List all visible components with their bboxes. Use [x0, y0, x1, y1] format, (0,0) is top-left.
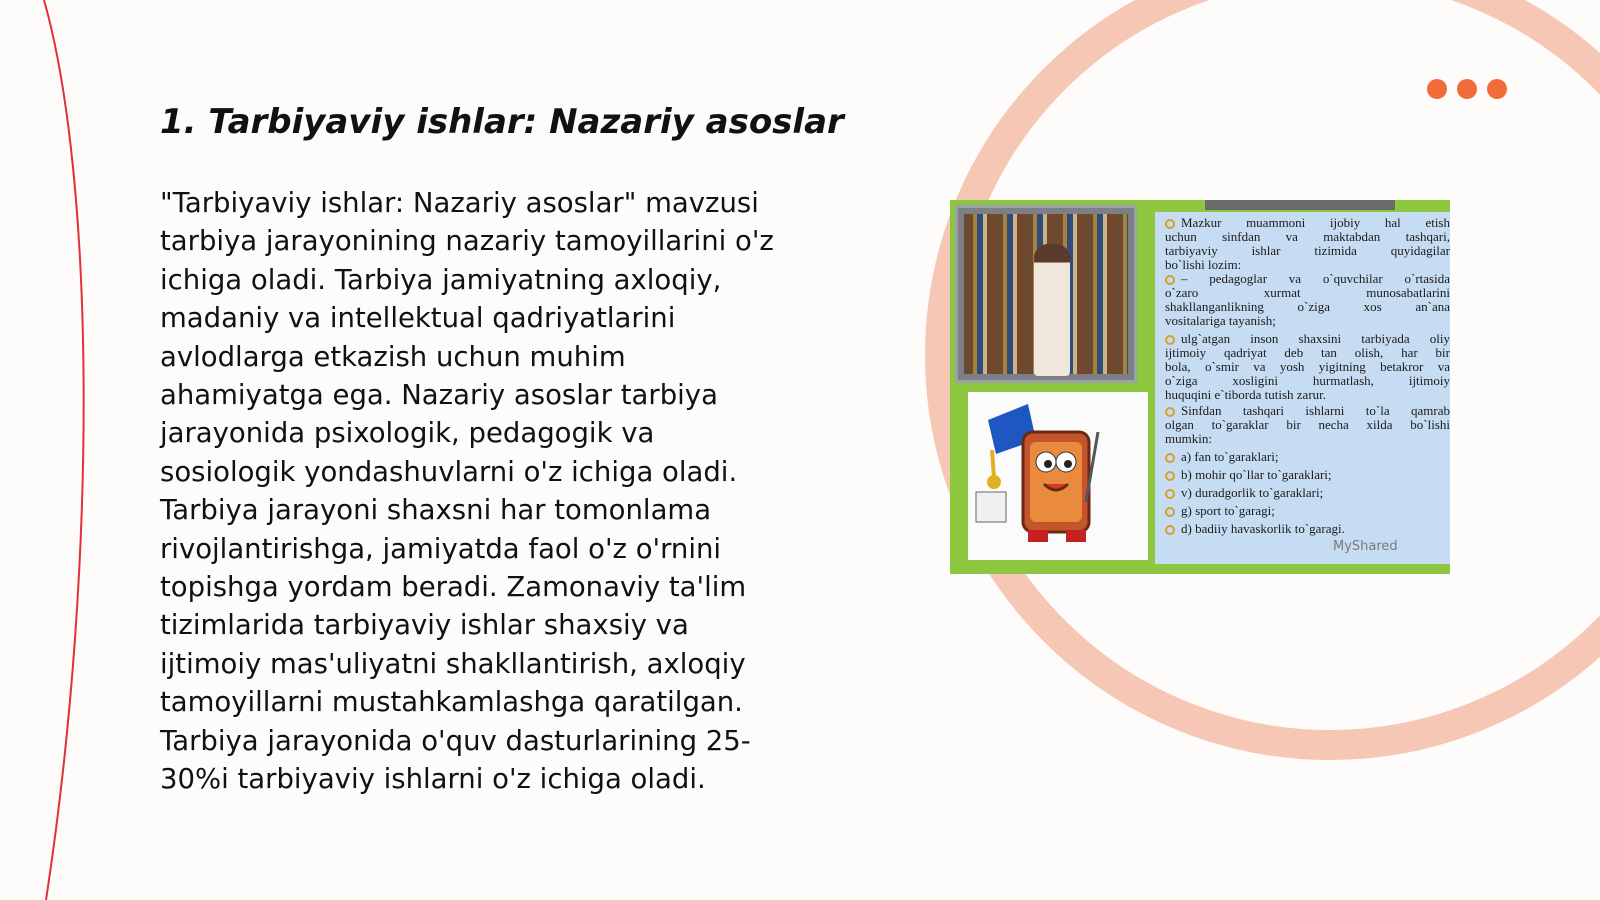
body-text-line: ijtimoiy mas'uliyatni shakllantirish, axloqiy	[160, 647, 746, 680]
image-text-line	[1165, 332, 1450, 346]
dot	[1427, 79, 1447, 99]
body-text-line: avlodlarga etkazish uchun muhim	[160, 340, 626, 373]
image-text: bola, o`smir va yosh yigitning betakror va	[1165, 359, 1450, 374]
image-text: b) mohir qo`llar to`garaklari;	[1181, 467, 1332, 482]
image-text: v) duradgorlik to`garaklari;	[1181, 485, 1324, 500]
bullet-icon	[1165, 335, 1175, 345]
image-text: o`zaro xurmat munosabatlarini	[1165, 285, 1450, 300]
body-text-line: ahamiyatga ega. Nazariy asoslar tarbiya	[160, 379, 718, 412]
image-text-line	[1165, 300, 1450, 314]
image-text: d) badiiy havaskorlik to`garagi.	[1181, 521, 1345, 536]
bullet-icon	[1165, 507, 1175, 517]
bullet-icon	[1165, 525, 1175, 535]
image-text: a) fan to`garaklari;	[1181, 449, 1279, 464]
image-text-line	[1165, 360, 1450, 374]
menu-dots	[1427, 79, 1507, 99]
person-figure	[1034, 244, 1070, 376]
image-text: Mazkur muammoni ijobiy hal etish	[1181, 215, 1450, 230]
image-text-line	[1165, 504, 1450, 518]
image-text: shakllanganlikning o`ziga xos an`ana	[1165, 299, 1450, 314]
image-text-line	[1165, 468, 1450, 482]
body-text-line: Tarbiya jarayoni shaxsni har tomonlama	[160, 494, 712, 527]
library-photo	[955, 205, 1137, 383]
body-text-line: rivojlantirishga, jamiyatda faol o'z o'rnini	[160, 532, 722, 565]
body-text-line: ichiga oladi. Tarbiya jamiyatning axloqiy,	[160, 263, 722, 296]
image-text-line	[1165, 286, 1450, 300]
body-text-line: "Tarbiyaviy ishlar: Nazariy asoslar" mavzusi	[160, 187, 759, 219]
image-text: Sinfdan tashqari ishlarni to`la qamrab	[1181, 403, 1450, 418]
image-text: – pedagoglar va o`quvchilar o`rtasida	[1181, 271, 1450, 286]
body-text-line: tarbiya jarayonining nazariy tamoyillarini o'z	[160, 225, 774, 258]
image-text-line	[1165, 404, 1450, 418]
bullet-icon	[1165, 275, 1175, 285]
image-text: ijtimoiy qadriyat deb tan olish, har bir	[1165, 345, 1450, 360]
image-text: mumkin:	[1165, 431, 1212, 446]
body-text-line: madaniy va intellektual qadriyatlarini	[160, 302, 676, 335]
image-text-line	[1165, 486, 1450, 500]
image-text-line	[1165, 450, 1450, 464]
dot	[1457, 79, 1477, 99]
image-text-line	[1165, 230, 1450, 244]
slide-body-text	[160, 184, 836, 799]
bullet-icon	[1165, 489, 1175, 499]
image-text-line	[1165, 244, 1450, 258]
image-text-line	[1165, 258, 1450, 272]
left-curve	[44, 0, 84, 900]
image-text: ulg`atgan inson shaxsini tarbiyada oliy	[1181, 331, 1450, 346]
image-text: bo`lishi lozim:	[1165, 257, 1242, 272]
image-text: g) sport to`garagi;	[1181, 503, 1275, 518]
image-text-panel	[1155, 212, 1450, 564]
image-text-line	[1165, 432, 1450, 446]
image-text-line	[1165, 272, 1450, 286]
image-text-line	[1165, 522, 1450, 536]
body-text-line: Tarbiya jarayonida o'quv dasturlarining 25-	[160, 724, 751, 757]
body-text-line: topishga yordam beradi. Zamonaviy ta'lim	[160, 571, 747, 604]
body-text-line: tamoyillarni mustahkamlashga qaratilgan.	[160, 686, 743, 719]
image-text-line	[1165, 314, 1450, 328]
dot	[1487, 79, 1507, 99]
bullet-icon	[1165, 471, 1175, 481]
image-text: o`ziga xosligini hurmatlash, ijtimoiy	[1165, 373, 1450, 388]
image-text-line	[1165, 216, 1450, 230]
body-text-line: tizimlarida tarbiyaviy ishlar shaxsiy va	[160, 609, 689, 642]
image-text-line	[1165, 388, 1450, 402]
image-text-line	[1165, 346, 1450, 360]
body-text-line: 30%i tarbiyaviy ishlarni o'z ichiga oladi.	[160, 763, 706, 796]
embedded-slide-image	[950, 200, 1450, 574]
image-text-line	[1165, 418, 1450, 432]
slide-title: 1. Tarbiyaviy ishlar: Nazariy asoslar	[160, 102, 844, 142]
image-text: olgan to`garaklar bir necha xilda bo`lishi	[1165, 417, 1450, 432]
image-text: vositalariga tayanish;	[1165, 313, 1276, 328]
cartoon-book-illustration	[968, 392, 1148, 560]
image-top-bar	[1205, 200, 1395, 210]
body-text-line: jarayonida psixologik, pedagogik va	[160, 417, 655, 450]
image-text-line	[1165, 374, 1450, 388]
myshared-watermark: MyShared	[1333, 539, 1398, 554]
bullet-icon	[1165, 219, 1175, 229]
bullet-icon	[1165, 453, 1175, 463]
bullet-icon	[1165, 407, 1175, 417]
image-text: uchun sinfdan va maktabdan tashqari,	[1165, 229, 1450, 244]
image-text: huquqini e`tiborda tutish zarur.	[1165, 387, 1327, 402]
image-text: tarbiyaviy ishlar tizimida quyidagilar	[1165, 243, 1450, 258]
body-text-line: sosiologik yondashuvlarni o'z ichiga oladi.	[160, 455, 738, 488]
